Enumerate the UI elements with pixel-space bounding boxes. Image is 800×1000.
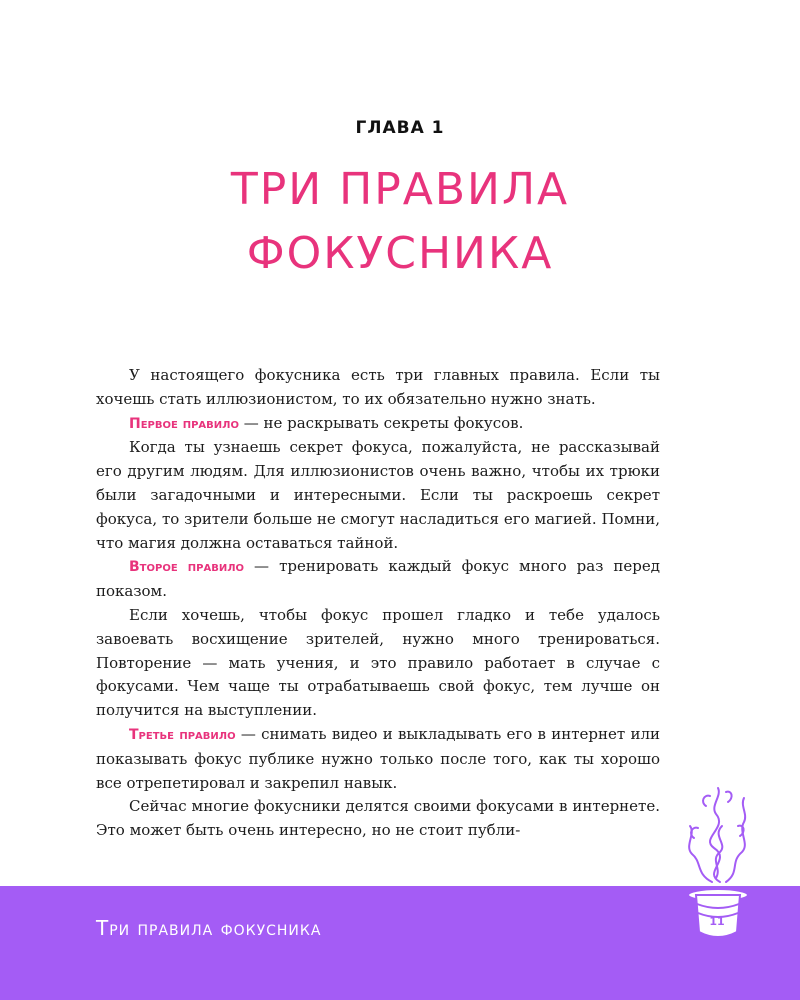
footer-band xyxy=(0,886,800,1000)
rule1-paragraph xyxy=(96,412,660,437)
page-number: 11 xyxy=(709,915,725,928)
rule2-explanation: Если хочешь, чтобы фокус прошел гладко и тебе удалось завоевать восхищение зрителей, нужно много тренироваться. Повторение — мать учения, и это правило работает в случае с фокусами. Чем чаще ты отрабатываешь свой фокус, тем лучше он получится на выступлении. xyxy=(96,605,660,720)
chapter-title xyxy=(0,158,800,286)
closing-paragraph: Сейчас многие фокусники делятся своими фокусами в интернете. Это может быть очень интересно, но не стоит публи- xyxy=(96,797,660,840)
running-title: Три правила фокусника xyxy=(96,916,322,940)
rule3-paragraph xyxy=(96,723,660,795)
intro-paragraph: У настоящего фокусника есть три главных правила. Если ты хочешь стать иллюзионистом, то их обязательно нужно знать. xyxy=(96,366,660,408)
rule1-label: Первое правило xyxy=(129,415,239,432)
rule3-label: Третье правило xyxy=(129,726,236,743)
rule1-explanation: Когда ты узнаешь секрет фокуса, пожалуйста, не рассказывай его другим людям. Для иллюзионистов очень важно, чтобы их трюки были загадочными и интересными. Если ты раскроешь секрет фокуса, то зрители больше не смогут насладиться его магией. Помни, что магия должна оставаться тайной. xyxy=(96,438,660,552)
chapter-label: ГЛАВА 1 xyxy=(355,118,445,138)
rule1-text: — не раскрывать секреты фокусов. xyxy=(238,413,524,432)
rule2-text: — тренировать каждый фокус много раз перед показом. xyxy=(96,557,661,601)
body-text xyxy=(96,364,660,843)
rule2-label: Второе правило xyxy=(129,559,245,576)
rule2-paragraph xyxy=(96,555,660,604)
chapter-title-line-2: ФОКУСНИКА xyxy=(246,228,554,279)
chapter-title-line-1: ТРИ ПРАВИЛА xyxy=(230,164,570,215)
rule3-text: — снимать видео и выкладывать его в интернет или показывать фокус публике нужно только после того, как ты хорошо все отрепетировал и закрепил навык. xyxy=(96,724,660,792)
